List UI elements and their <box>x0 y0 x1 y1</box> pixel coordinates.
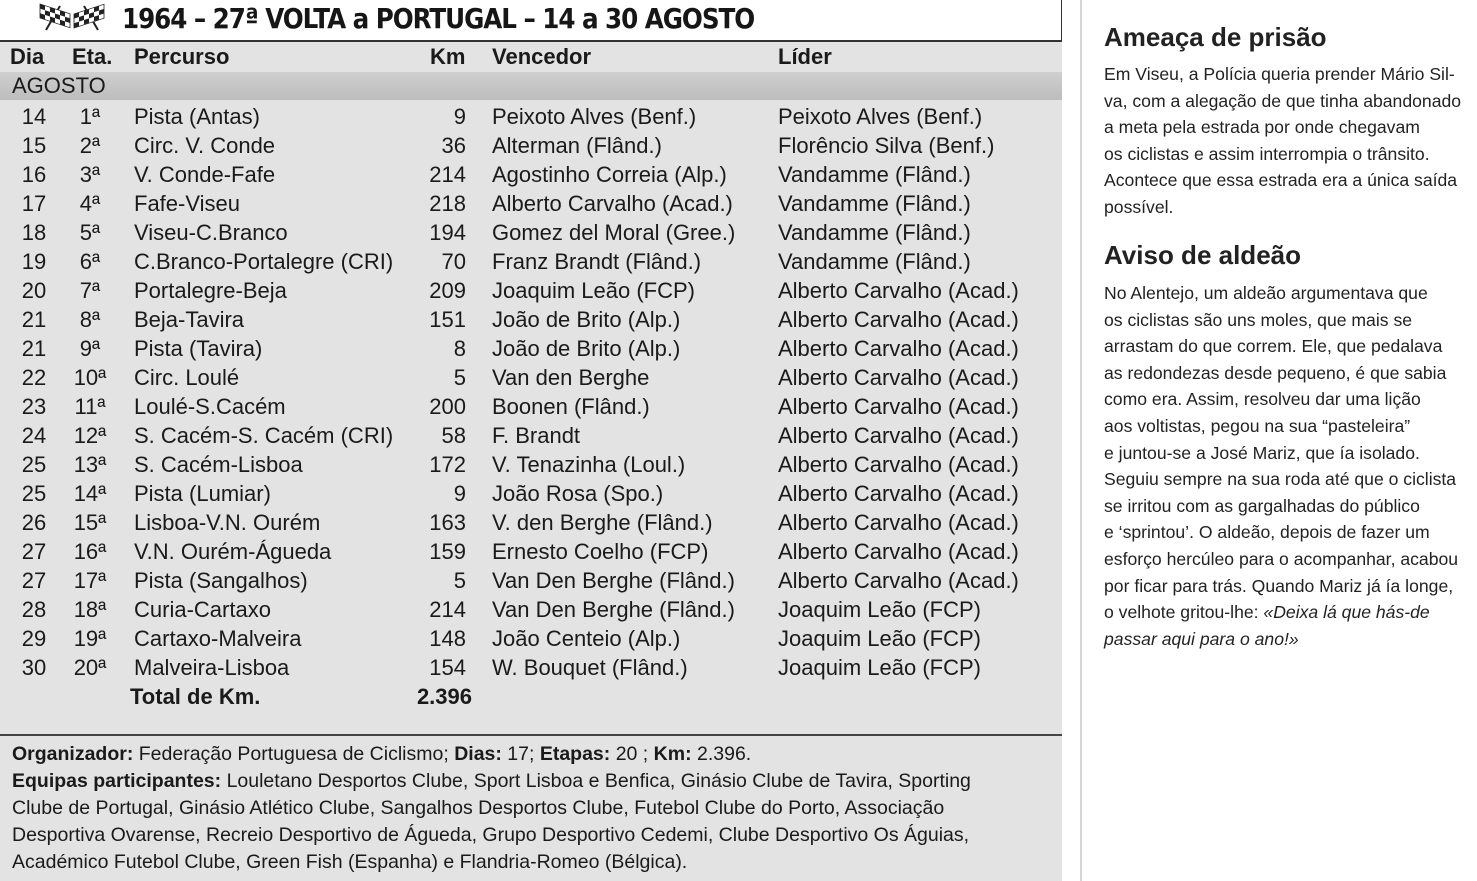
table-row <box>0 566 1062 595</box>
stage-winner: W. Bouquet (Flând.) <box>492 655 688 680</box>
stage-route: S. Cacém-Lisboa <box>134 452 303 477</box>
table-row <box>0 653 1062 682</box>
stage-winner: João de Brito (Alp.) <box>492 307 681 332</box>
table-row <box>0 276 1062 305</box>
stage-route: Pista (Antas) <box>134 104 260 129</box>
stage-km: 8 <box>453 336 466 361</box>
stage-winner: Agostinho Correia (Alp.) <box>492 162 727 187</box>
stage-day: 27 <box>21 568 47 593</box>
km-label: Km: <box>653 743 692 765</box>
stage-km: 209 <box>429 278 466 303</box>
article-line: possível. <box>1104 196 1174 217</box>
stage-number: 16ª <box>73 539 107 564</box>
stage-winner: F. Brandt <box>492 423 581 448</box>
stage-route: Lisboa-V.N. Ourém <box>134 510 321 535</box>
table-row <box>0 305 1062 334</box>
stage-leader: Joaquim Leão (FCP) <box>778 655 981 680</box>
stage-route: V. Conde-Fafe <box>134 162 276 187</box>
stage-leader: Florêncio Silva (Benf.) <box>778 133 995 158</box>
equipas-line-2: Clube de Portugal, Ginásio Atlético Clube, Sangalhos Desportos Clube, Futebol Clube do Porto, Associação <box>12 797 945 819</box>
stage-winner: V. den Berghe (Flând.) <box>492 510 713 535</box>
stage-winner: Ernesto Coelho (FCP) <box>492 539 709 564</box>
stage-day: 27 <box>21 539 47 564</box>
article-line: e ‘sprintou’. O aldeão, depois de fazer um <box>1104 522 1430 543</box>
table-row <box>0 392 1062 421</box>
stage-route: Cartaxo-Malveira <box>134 626 302 651</box>
stage-winner: João Centeio (Alp.) <box>492 626 681 651</box>
stage-day: 22 <box>21 365 47 390</box>
table-row <box>0 247 1062 276</box>
stage-km: 36 <box>441 133 466 158</box>
article-line: va, com a alegação de que tinha abandonado <box>1104 90 1462 111</box>
table-row <box>0 363 1062 392</box>
stage-winner: Alberto Carvalho (Acad.) <box>492 191 733 216</box>
stage-km: 151 <box>429 307 466 332</box>
article-line: por ficar para trás. Quando Mariz já ía longe, <box>1104 575 1454 596</box>
stage-leader: Alberto Carvalho (Acad.) <box>778 452 1019 477</box>
stage-number: 11ª <box>74 394 106 419</box>
etapas-label: Etapas: <box>539 743 611 765</box>
article-line: arrastam do que correm. Ele, que pedalava <box>1104 336 1443 357</box>
stage-winner: Joaquim Leão (FCP) <box>492 278 695 303</box>
table-row <box>0 595 1062 624</box>
stage-km: 159 <box>429 539 466 564</box>
equipas-line-4: Académico Futebol Clube, Green Fish (Espanha) e Flandria-Romeo (Bélgica). <box>12 851 688 873</box>
stage-leader: Alberto Carvalho (Acad.) <box>778 336 1019 361</box>
stage-route: Loulé-S.Cacém <box>134 394 286 419</box>
column-header-dia: Dia <box>10 44 45 69</box>
race-info-summary <box>12 741 1052 768</box>
stage-number: 2ª <box>79 133 101 158</box>
equipas-label: Equipas participantes: <box>12 770 222 792</box>
stage-route: V.N. Ourém-Águeda <box>134 539 332 564</box>
stage-route: Portalegre-Beja <box>134 278 287 303</box>
stage-route: Circ. Loulé <box>134 365 240 390</box>
stage-leader: Vandamme (Flând.) <box>778 220 971 245</box>
stages-table-body <box>0 102 1062 682</box>
stage-leader: Alberto Carvalho (Acad.) <box>778 307 1019 332</box>
stage-km: 5 <box>453 568 466 593</box>
stage-winner: Van Den Berghe (Flând.) <box>492 597 735 622</box>
stage-route: Pista (Tavira) <box>134 336 263 361</box>
article-heading-ameaca: Ameaça de prisão <box>1104 22 1327 52</box>
stage-number: 6ª <box>79 249 101 274</box>
total-value: 2.396 <box>416 684 472 709</box>
stage-day: 21 <box>21 336 47 361</box>
stage-route: Fafe-Viseu <box>134 191 240 216</box>
equipas-text: Louletano Desportos Clube, Sport Lisboa e Benfica, Ginásio Clube de Tavira, Sporting <box>226 770 971 792</box>
table-row <box>0 131 1062 160</box>
stage-route: Pista (Lumiar) <box>134 481 271 506</box>
organizador-value: Federação Portuguesa de Ciclismo; <box>138 743 449 765</box>
article-line: esforço hercúleo para o acompanhar, acabou <box>1104 548 1459 569</box>
dias-value: 17; <box>507 743 535 765</box>
stage-winner: Van Den Berghe (Flând.) <box>492 568 735 593</box>
stage-day: 15 <box>21 133 47 158</box>
organizador-label: Organizador: <box>12 743 134 765</box>
stage-km: 172 <box>429 452 466 477</box>
dias-label: Dias: <box>454 743 502 765</box>
stage-day: 29 <box>21 626 47 651</box>
total-label: Total de Km. <box>130 684 261 709</box>
stage-winner: V. Tenazinha (Loul.) <box>492 452 686 477</box>
sidebar-column <box>1080 0 1477 881</box>
article-line: as redondezas desde pequeno, é que sabia <box>1104 362 1447 383</box>
article-line <box>1104 599 1458 626</box>
stage-km: 214 <box>429 162 466 187</box>
stage-leader: Alberto Carvalho (Acad.) <box>778 365 1019 390</box>
table-row <box>0 624 1062 653</box>
article-line: a meta pela estrada por onde chegavam <box>1104 117 1420 138</box>
stage-km: 154 <box>429 655 466 680</box>
column-header-lider: Líder <box>778 44 832 69</box>
article-line: Em Viseu, a Polícia queria prender Mário Sil- <box>1104 64 1455 84</box>
table-row <box>0 218 1062 247</box>
stage-route: Circ. V. Conde <box>134 133 276 158</box>
stage-day: 16 <box>21 162 47 187</box>
stage-winner: João Rosa (Spo.) <box>492 481 664 506</box>
table-row <box>0 421 1062 450</box>
table-row <box>0 508 1062 537</box>
stage-day: 25 <box>21 452 47 477</box>
stage-km: 200 <box>429 394 466 419</box>
stage-winner: Gomez del Moral (Gree.) <box>492 220 736 245</box>
article-line: Seguiu sempre na sua roda até que o ciclista <box>1104 469 1457 490</box>
month-band <box>0 72 1062 100</box>
article-line: No Alentejo, um aldeão argumentava que <box>1104 283 1428 303</box>
stage-number: 19ª <box>73 626 107 651</box>
stage-leader: Alberto Carvalho (Acad.) <box>778 568 1019 593</box>
stage-route: Curia-Cartaxo <box>134 597 271 622</box>
divider <box>0 734 1062 736</box>
stage-day: 23 <box>21 394 47 419</box>
article-line: e juntou-se a José Mariz, que ía isolado. <box>1104 442 1420 463</box>
table-row <box>0 160 1062 189</box>
table-row <box>0 479 1062 508</box>
table-row <box>0 102 1062 131</box>
stage-number: 15ª <box>73 510 107 535</box>
page-title: 1964 – 27ª VOLTA a PORTUGAL – 14 a 30 AGOSTO <box>122 2 755 35</box>
stage-day: 26 <box>21 510 47 535</box>
article-line: como era. Assim, resolveu dar uma lição <box>1104 389 1421 410</box>
stage-leader: Alberto Carvalho (Acad.) <box>778 278 1019 303</box>
stage-winner: Alterman (Flând.) <box>492 133 662 158</box>
stage-route: Malveira-Lisboa <box>134 655 290 680</box>
stage-km: 9 <box>453 104 466 129</box>
stage-number: 3ª <box>79 162 101 187</box>
month-label: AGOSTO <box>12 73 106 98</box>
table-row <box>0 334 1062 363</box>
column-header-etapa: Eta. <box>72 44 113 69</box>
column-header-km: Km <box>430 44 466 69</box>
title-bar <box>0 0 1062 42</box>
article-line: os ciclistas e assim interrompia o trânsito. <box>1104 143 1430 164</box>
stage-day: 24 <box>21 423 47 448</box>
stage-number: 4ª <box>79 191 101 216</box>
stage-leader: Alberto Carvalho (Acad.) <box>778 481 1019 506</box>
stage-route: Pista (Sangalhos) <box>134 568 308 593</box>
stage-day: 17 <box>21 191 47 216</box>
stage-km: 194 <box>429 220 466 245</box>
stage-winner: Franz Brandt (Flând.) <box>492 249 702 274</box>
article-line: aos voltistas, pegou na sua “pasteleira” <box>1104 415 1411 436</box>
stage-leader: Joaquim Leão (FCP) <box>778 597 981 622</box>
article-body-aviso <box>1104 280 1458 652</box>
stage-winner: João de Brito (Alp.) <box>492 336 681 361</box>
stage-winner: Van den Berghe <box>492 365 650 390</box>
table-row <box>0 189 1062 218</box>
stage-leader: Vandamme (Flând.) <box>778 191 971 216</box>
equipas-line-1 <box>12 768 1052 795</box>
stage-day: 18 <box>21 220 47 245</box>
stage-km: 148 <box>429 626 466 651</box>
race-info <box>12 741 1052 876</box>
stage-leader: Alberto Carvalho (Acad.) <box>778 539 1019 564</box>
stage-day: 30 <box>21 655 47 680</box>
column-header-vencedor: Vencedor <box>492 44 592 69</box>
article-line: Acontece que essa estrada era a única saída <box>1104 170 1458 191</box>
stage-number: 12ª <box>73 423 107 448</box>
checkered-flags-icon <box>36 2 108 32</box>
equipas-line-3: Desportiva Ovarense, Recreio Desportivo de Águeda, Grupo Desportivo Cedemi, Clube Desportivo Os Águias, <box>12 824 970 846</box>
stage-leader: Peixoto Alves (Benf.) <box>778 104 983 129</box>
stage-km: 5 <box>453 365 466 390</box>
stage-route: C.Branco-Portalegre (CRI) <box>134 249 394 274</box>
stage-day: 19 <box>21 249 47 274</box>
stage-day: 14 <box>21 104 47 129</box>
table-row <box>0 537 1062 566</box>
article-heading-aviso: Aviso de aldeão <box>1104 240 1301 270</box>
stage-number: 18ª <box>73 597 107 622</box>
article-text: o velhote gritou-lhe: <box>1104 602 1264 623</box>
stage-km: 218 <box>429 191 466 216</box>
table-row <box>0 450 1062 479</box>
stage-km: 214 <box>429 597 466 622</box>
stage-leader: Joaquim Leão (FCP) <box>778 626 981 651</box>
column-header-percurso: Percurso <box>134 44 230 69</box>
stage-leader: Vandamme (Flând.) <box>778 162 971 187</box>
stage-number: 13ª <box>73 452 107 477</box>
stage-leader: Alberto Carvalho (Acad.) <box>778 510 1019 535</box>
stage-number: 14ª <box>73 481 107 506</box>
stage-route: Beja-Tavira <box>134 307 245 332</box>
stage-route: S. Cacém-S. Cacém (CRI) <box>134 423 394 448</box>
stage-number: 1ª <box>79 104 101 129</box>
stage-number: 7ª <box>79 278 101 303</box>
stage-day: 28 <box>21 597 47 622</box>
stage-number: 17ª <box>73 568 107 593</box>
stage-day: 21 <box>21 307 47 332</box>
stage-number: 10ª <box>73 365 107 390</box>
stage-number: 5ª <box>79 220 101 245</box>
stage-number: 9ª <box>79 336 101 361</box>
article-body-ameaca <box>1104 61 1461 221</box>
stage-route: Viseu-C.Branco <box>134 220 288 245</box>
stage-day: 25 <box>21 481 47 506</box>
article-quote: passar aqui para o ano!» <box>1104 628 1299 649</box>
stage-km: 163 <box>429 510 466 535</box>
article-line: os ciclistas são uns moles, que mais se <box>1104 309 1413 330</box>
stage-day: 20 <box>21 278 47 303</box>
stage-km: 70 <box>441 249 466 274</box>
article-quote: «Deixa lá que hás-de <box>1263 602 1430 623</box>
stage-leader: Alberto Carvalho (Acad.) <box>778 394 1019 419</box>
stage-number: 8ª <box>79 307 101 332</box>
stage-winner: Boonen (Flând.) <box>492 394 650 419</box>
stage-km: 9 <box>453 481 466 506</box>
stage-leader: Alberto Carvalho (Acad.) <box>778 423 1019 448</box>
stage-km: 58 <box>441 423 466 448</box>
etapas-value: 20 ; <box>615 743 649 765</box>
article-line: se irritou com as gargalhadas do público <box>1104 495 1420 516</box>
stage-number: 20ª <box>73 655 107 680</box>
stage-winner: Peixoto Alves (Benf.) <box>492 104 697 129</box>
stage-leader: Vandamme (Flând.) <box>778 249 971 274</box>
km-value: 2.396. <box>697 743 752 765</box>
